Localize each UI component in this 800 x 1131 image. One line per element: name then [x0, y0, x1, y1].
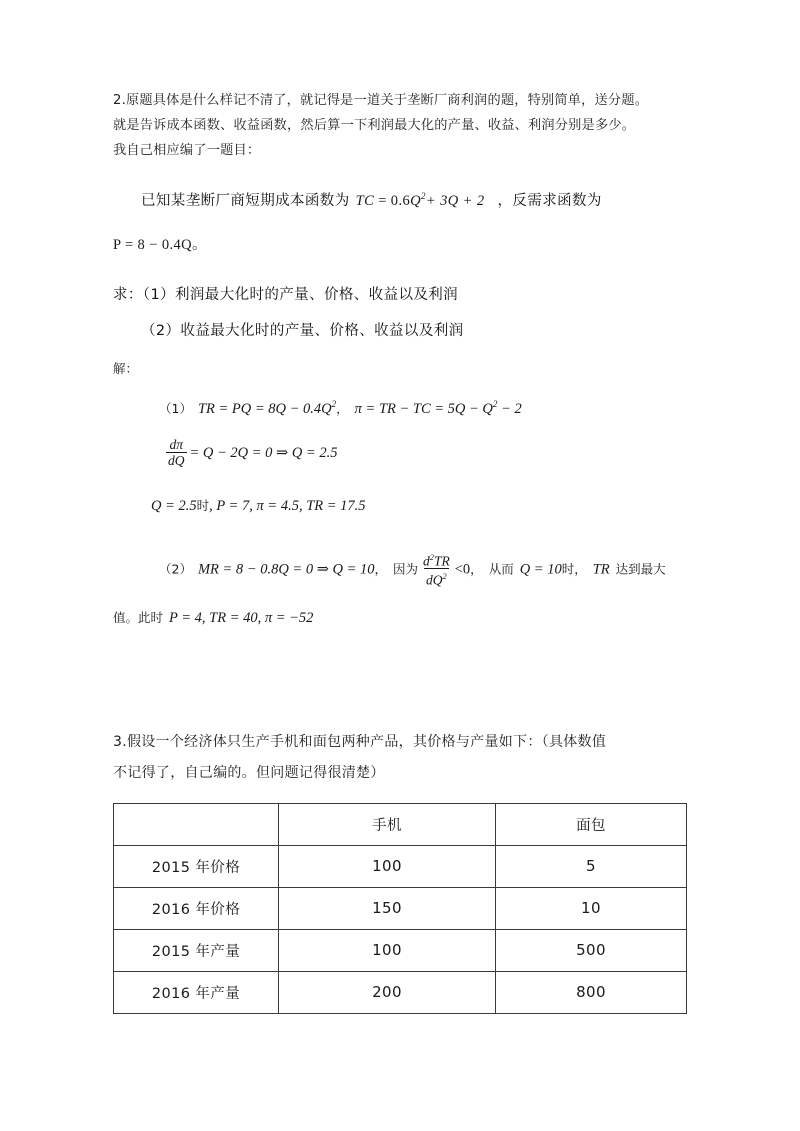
- soc-num-exponent: 2: [429, 552, 434, 562]
- soc-denominator: [424, 568, 449, 588]
- part1-result-unit: 时: [196, 497, 210, 513]
- tr-exponent: 2: [331, 398, 337, 409]
- table-header-row: [114, 803, 687, 845]
- q2-ask-1: 求：（1）利润最大化时的产量、价格、收益以及利润: [113, 286, 459, 303]
- part2-tr-label: TR: [592, 561, 610, 578]
- table-row: [114, 971, 687, 1013]
- q3-intro-paragraph: [113, 727, 688, 789]
- spacer: [113, 424, 688, 438]
- part2-because-text: 因为: [393, 561, 419, 577]
- spacer: [113, 697, 688, 727]
- spacer: [113, 263, 688, 277]
- cost-function-coef: 0.6: [390, 192, 411, 209]
- cost-function-exponent: 2: [421, 191, 426, 201]
- part2-tag: （2）: [159, 561, 192, 577]
- soc-num-d: d: [423, 553, 430, 569]
- q2-problem-statement-line-1: [113, 181, 688, 219]
- document-body: [113, 88, 688, 1014]
- part1-result-q: Q = 2.5: [151, 497, 197, 514]
- q2-intro-paragraph: [113, 88, 688, 163]
- solution-part2-line-1: [159, 551, 688, 589]
- statement-lead-text: 已知某垄断厂商短期成本函数为: [141, 192, 350, 209]
- q2-problem-statement-line-2: [113, 227, 688, 263]
- solution-part1-line-1: [159, 389, 688, 424]
- row-label-2015-price: 2015 年价格: [114, 845, 279, 887]
- cell-2015-price-phone: 100: [279, 845, 496, 887]
- part2-comma-1: ，: [374, 561, 388, 577]
- first-order-condition-fraction: [166, 437, 187, 468]
- cost-function-formula: [356, 193, 485, 209]
- q3-table-wrapper: [113, 803, 688, 1014]
- profit-definition: π = TR − TC = 5Q − Q: [354, 400, 493, 417]
- table-header-phone: 手机: [279, 803, 496, 845]
- table-row: [114, 887, 687, 929]
- part2-final-values: P = 4, TR = 40, π = −52: [169, 609, 314, 626]
- spacer: [113, 469, 688, 491]
- second-order-condition-fraction: [421, 550, 452, 588]
- solution-part2-final: [113, 603, 688, 633]
- q3-intro-line-2: 不记得了，自己编的。但问题记得很清楚）: [113, 764, 385, 781]
- row-label-2015-output: 2015 年产量: [114, 929, 279, 971]
- spacer: [113, 521, 688, 551]
- q2-intro-line-1: 2.原题具体是什么样记不清了，就记得是一道关于垄断厂商利润的题，特别简单，送分题。: [113, 93, 649, 108]
- statement-mid-text: ，反需求函数为: [497, 192, 602, 209]
- cell-2015-output-bread: 500: [496, 929, 687, 971]
- part2-thus-text: 从而: [488, 561, 514, 577]
- part1-result-values: , P = 7, π = 4.5, TR = 17.5: [209, 497, 366, 514]
- part1-comma: ，: [336, 400, 349, 416]
- cell-2016-output-phone: 200: [279, 971, 496, 1013]
- marginal-revenue-equation: MR = 8 − 0.8Q = 0 ⇒ Q = 10: [197, 561, 375, 578]
- solution-part1-foc: [163, 438, 688, 469]
- part2-final-lead: 值。此时: [113, 609, 164, 625]
- profit-exponent: 2: [492, 398, 498, 409]
- part2-q-unit: 时，: [561, 561, 587, 577]
- soc-num-tr: TR: [433, 553, 450, 569]
- cost-function-eq: =: [378, 192, 387, 209]
- spacer: [113, 381, 688, 389]
- soc-comparison: <0: [454, 561, 471, 578]
- cell-2016-output-bread: 800: [496, 971, 687, 1013]
- table-header-bread: 面包: [496, 803, 687, 845]
- cost-function-lhs: TC: [355, 192, 375, 209]
- spacer: [113, 349, 688, 357]
- solution-label: 解：: [113, 360, 139, 376]
- demand-function-formula: P = 8 − 0.4Q: [113, 236, 193, 253]
- q2-intro-line-2: 就是告诉成本函数、收益函数，然后算一下利润最大化的产量、收益、利润分别是多少。: [113, 118, 636, 133]
- table-row: [114, 845, 687, 887]
- table-corner-cell: [114, 803, 279, 845]
- q2-ask-2: （2）收益最大化时的产量、价格、收益以及利润: [141, 322, 464, 339]
- part2-comma-2: ，: [470, 561, 483, 577]
- soc-den-exponent: 2: [442, 572, 447, 582]
- cost-function-var: Q: [410, 192, 421, 209]
- part2-max-text: 达到最大: [615, 561, 666, 577]
- cell-2015-price-bread: 5: [496, 845, 687, 887]
- row-label-2016-output: 2016 年产量: [114, 971, 279, 1013]
- spacer: [113, 163, 688, 181]
- q2-intro-line-3: 我自己相应编了一题目：: [113, 143, 261, 158]
- cell-2016-price-bread: 10: [496, 887, 687, 929]
- foc-equation: = Q − 2Q = 0 ⇒ Q = 2.5: [189, 444, 338, 461]
- solution-part1-results: [151, 491, 688, 521]
- soc-den-dq: dQ: [426, 572, 443, 588]
- table-row: [114, 929, 687, 971]
- part1-tag: （1）: [159, 400, 192, 416]
- cost-function-rest: + 3Q + 2: [425, 192, 485, 209]
- statement-tail-text: 。: [192, 236, 207, 253]
- profit-tail: − 2: [501, 400, 522, 417]
- foc-numerator: dπ: [169, 436, 183, 452]
- soc-numerator: [421, 550, 452, 569]
- total-revenue-definition: TR = PQ = 8Q − 0.4Q: [197, 400, 332, 417]
- row-label-2016-price: 2016 年价格: [114, 887, 279, 929]
- part2-q-value: Q = 10: [519, 561, 562, 578]
- cell-2015-output-phone: 100: [279, 929, 496, 971]
- spacer: [113, 633, 688, 697]
- price-quantity-table: [113, 803, 687, 1014]
- spacer: [113, 589, 688, 603]
- cell-2016-price-phone: 150: [279, 887, 496, 929]
- foc-denominator: dQ: [168, 452, 185, 468]
- spacer: [113, 219, 688, 227]
- q3-intro-line-1: 3.假设一个经济体只生产手机和面包两种产品，其价格与产量如下：（具体数值: [113, 733, 607, 750]
